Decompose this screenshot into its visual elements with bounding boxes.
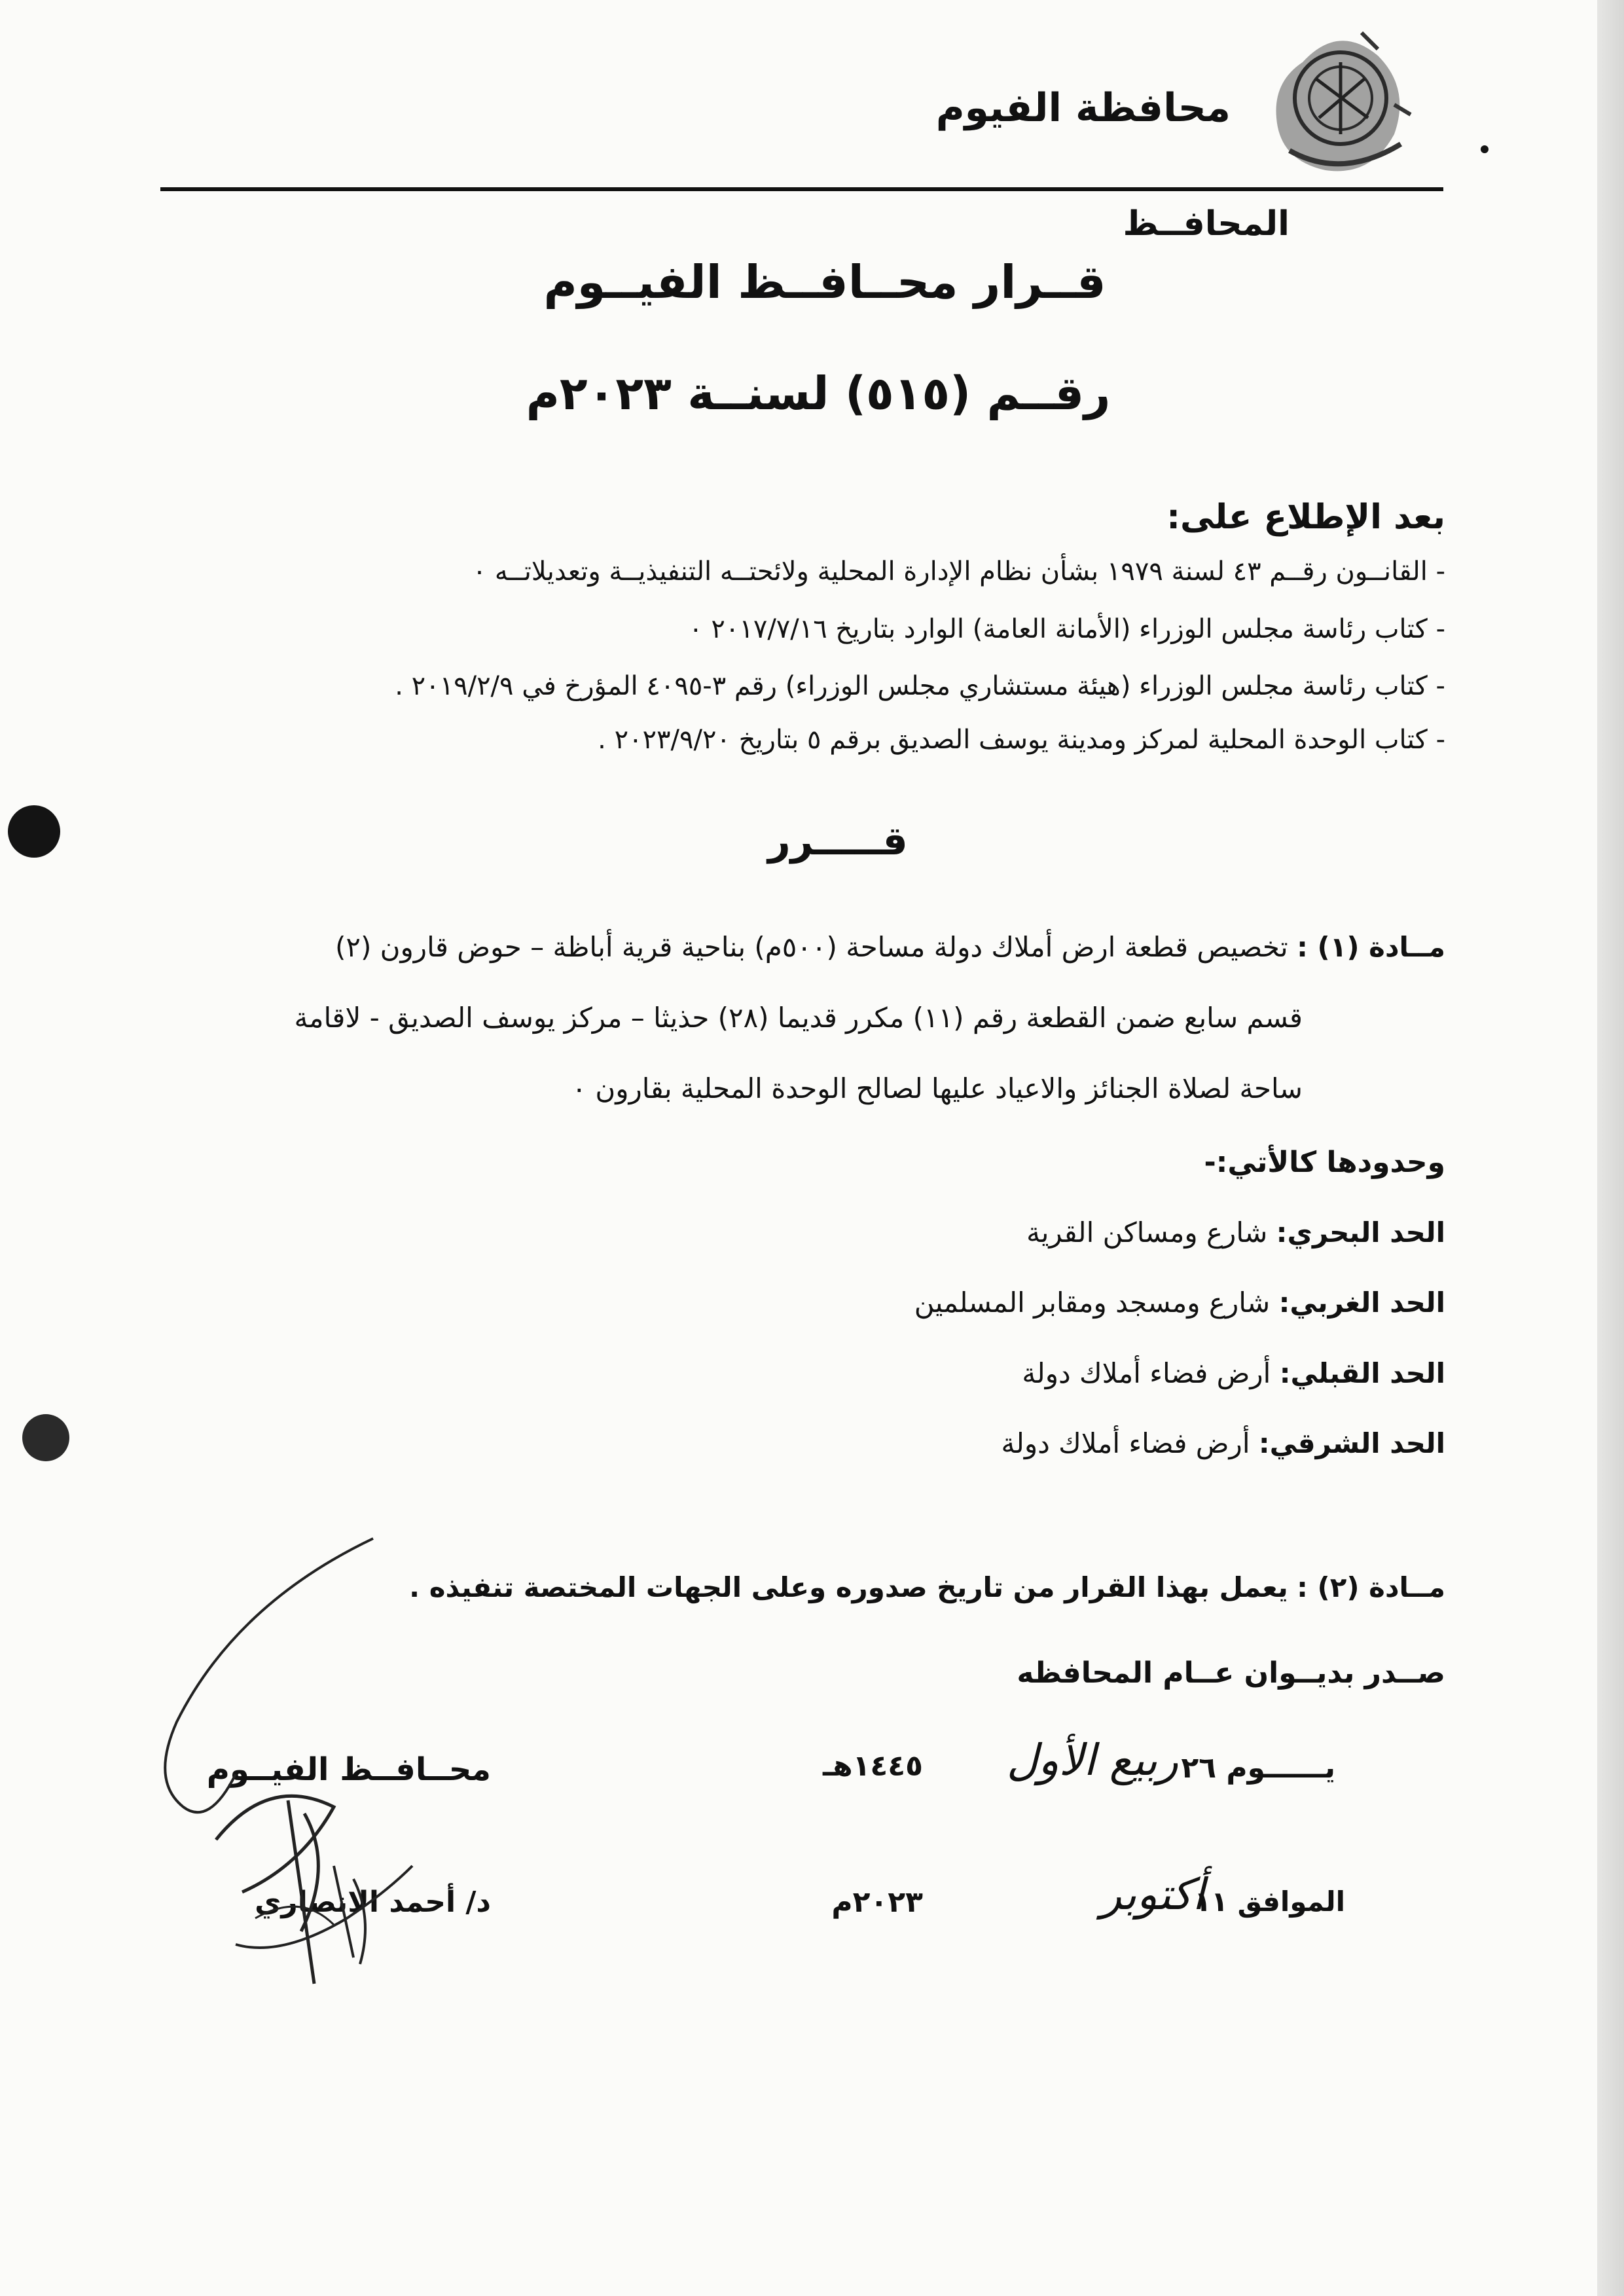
preamble-heading: بعد الإطلاع على: [1166, 498, 1445, 537]
bound-label: الحد الشرقي: [1258, 1427, 1445, 1459]
speck [1481, 145, 1489, 153]
bound-label: الحد الغربي: [1278, 1286, 1445, 1319]
bound-north [1026, 1216, 1445, 1248]
article-1-text: تخصيص قطعة ارض أملاك دولة مساحة (٥٠٠م) بناحية قرية أباظة – حوض قارون (٢) [334, 931, 1288, 963]
handwritten-signature [137, 1525, 478, 1997]
gregorian-day: الموافق ١١ [1194, 1886, 1345, 1918]
article-1-text: ساحة لصلاة الجنائز والاعياد عليها لصالح الوحدة المحلية بقارون ٠ [571, 1072, 1303, 1104]
scan-edge [1597, 0, 1624, 2296]
header-divider [160, 187, 1443, 191]
bound-label: الحد البحري: [1276, 1216, 1445, 1248]
hijri-year: ١٤٤٥هـ [823, 1749, 923, 1783]
article-1 [335, 931, 1445, 963]
bound-south [1022, 1357, 1445, 1389]
governorate-name: محافظة الفيوم [935, 85, 1231, 131]
reference-line: - كتاب رئاسة مجلس الوزراء (الأمانة العامة) الوارد بتاريخ ٢٠١٧/٧/١٦ ٠ [689, 614, 1445, 644]
gregorian-month-handwritten: أكتوبر [1100, 1869, 1204, 1920]
governorate-seal [1263, 26, 1414, 183]
bound-value: شارع ومساكن القرية [1026, 1216, 1268, 1248]
issued-at: صــدر بديــوان عــام المحافظه [1017, 1656, 1445, 1690]
office-label: المحافــظ [1123, 204, 1290, 244]
punch-hole [8, 805, 60, 858]
bounds-heading: وحدودها كالأتي:- [1204, 1146, 1445, 1179]
bound-east [1001, 1427, 1445, 1459]
decided-heading: قـــــرر [768, 818, 908, 864]
decision-title: قــرار محــافــظ الفيــوم [543, 255, 1106, 309]
article-1-label: مــادة (١) : [1297, 931, 1445, 963]
decision-number: رقــم (٥١٥) لسنــة ٢٠٢٣م [526, 367, 1111, 420]
signatory-name: د/ أحمد الانصاري [255, 1886, 491, 1919]
bound-west [914, 1286, 1445, 1319]
hijri-month-handwritten: ربيع الأول [1006, 1735, 1178, 1785]
reference-line: - القانــون رقــم ٤٣ لسنة ١٩٧٩ بشأن نظام الإدارة المحلية ولائحتــه التنفيذيــة وتعديلاتــه ٠ [472, 556, 1445, 587]
bound-value: أرض فضاء أملاك دولة [1022, 1357, 1271, 1389]
article-1-text: قسم سابع ضمن القطعة رقم (١١) مكرر قديما (٢٨) حذيثا – مركز يوسف الصديق - لاقامة [294, 1002, 1303, 1034]
bound-label: الحد القبلي: [1279, 1357, 1445, 1389]
hijri-day: يــــــوم ٢٦ [1181, 1751, 1335, 1785]
signatory-title: محــافــظ الفيــوم [206, 1751, 491, 1788]
bound-value: أرض فضاء أملاك دولة [1001, 1427, 1250, 1459]
reference-line: - كتاب الوحدة المحلية لمركز ومدينة يوسف الصديق برقم ٥ بتاريخ ٢٠٢٣/٩/٢٠ . [598, 725, 1445, 755]
article-2-label: مــادة (٢) : [1297, 1571, 1445, 1603]
article-2-text: يعمل بهذا القرار من تاريخ صدوره وعلى الجهات المختصة تنفيذه . [409, 1571, 1288, 1603]
article-2 [409, 1571, 1445, 1603]
gregorian-year: ٢٠٢٣م [831, 1886, 923, 1919]
reference-line: - كتاب رئاسة مجلس الوزراء (هيئة مستشاري مجلس الوزراء) رقم ٣-٤٠٩٥ المؤرخ في ٢٠١٩/٢/٩ . [395, 671, 1445, 701]
bound-value: شارع ومسجد ومقابر المسلمين [914, 1286, 1271, 1319]
punch-hole [22, 1414, 69, 1461]
